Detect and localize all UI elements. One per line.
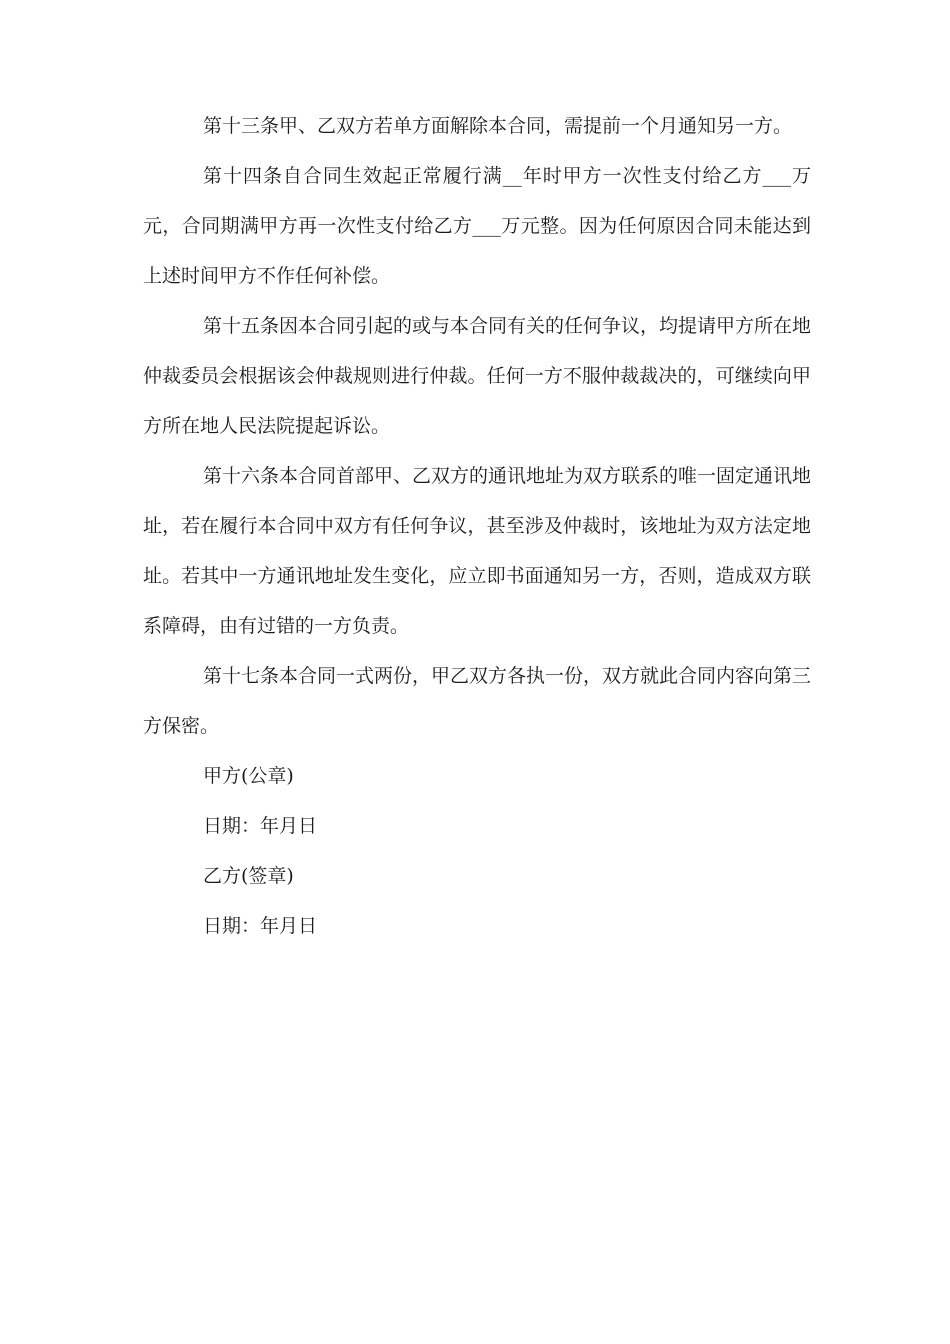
clause-17: 第十七条本合同一式两份，甲乙双方各执一份，双方就此合同内容向第三方保密。 <box>143 665 812 737</box>
party-b-signature: 乙方(签章) <box>203 865 294 887</box>
clause-15: 第十五条因本合同引起的或与本合同有关的任何争议，均提请甲方所在地仲裁委员会根据该会仲裁规则进行仲裁。任何一方不服仲裁裁决的，可继续向甲方所在地人民法院提起诉讼。 <box>143 315 812 437</box>
clause-13: 第十三条甲、乙双方若单方面解除本合同，需提前一个月通知另一方。 <box>203 115 793 137</box>
party-b-date: 日期：年月日 <box>203 915 318 937</box>
party-a-seal: 甲方(公章) <box>203 765 294 787</box>
clause-16: 第十六条本合同首部甲、乙双方的通讯地址为双方联系的唯一固定通讯地址，若在履行本合同中双方有任何争议，甚至涉及仲裁时，该地址为双方法定地址。若其中一方通讯地址发生变化，应立即书面通知另一方，否则，造成双方联系障碍，由有过错的一方负责。 <box>143 465 812 637</box>
document-body <box>143 101 811 951</box>
party-a-date: 日期：年月日 <box>203 815 318 837</box>
clause-14: 第十四条自合同生效起正常履行满__年时甲方一次性支付给乙方___万元，合同期满甲方再一次性支付给乙方___万元整。因为任何原因合同未能达到上述时间甲方不作任何补偿。 <box>143 165 811 287</box>
